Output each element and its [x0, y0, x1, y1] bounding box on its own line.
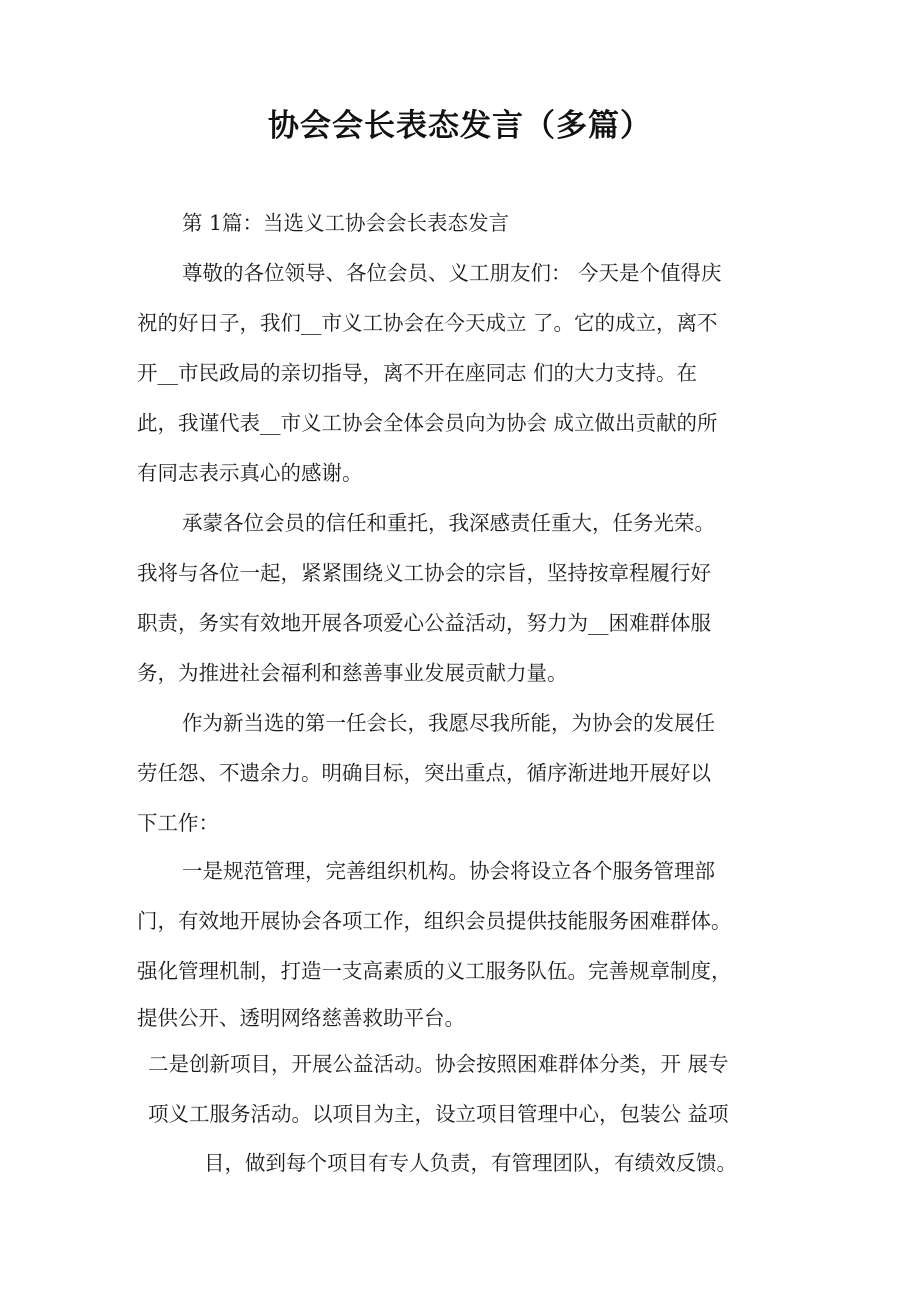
paragraph-5-line-3: 目，做到每个项目有专人负责，有管理团队，有绩效反馈。 [204, 1151, 737, 1175]
paragraph-3-line-3: 下工作： [137, 811, 219, 835]
paragraph-2-line-4: 务，为推进社会福利和慈善事业发展贡献力量。 [137, 661, 568, 685]
paragraph-3-line-1: 作为新当选的第一任会长，我愿尽我所能，为协会的发展任 [182, 711, 715, 735]
paragraph-4-line-2: 门，有效地开展协会各项工作，组织会员提供技能服务困难群体。 [137, 909, 732, 933]
paragraph-1-line-1: 尊敬的各位领导、各位会员、义工朋友们： 今天是个值得庆 [182, 261, 722, 285]
paragraph-3-line-2: 劳任怨、不遗余力。明确目标，突出重点，循序渐进地开展好以 [137, 761, 711, 785]
paragraph-1-line-3: 开__市民政局的亲切指导，离不开在座同志 们的大力支持。在 [137, 361, 698, 385]
paragraph-2-line-2: 我将与各位一起，紧紧围绕义工协会的宗旨，坚持按章程履行好 [137, 561, 711, 585]
paragraph-4-line-4: 提供公开、透明网络慈善救助平台。 [137, 1006, 465, 1030]
section-heading: 第 1篇：当选义工协会会长表态发言 [182, 211, 510, 235]
paragraph-1-line-2: 祝的好日子，我们__市义工协会在今天成立 了。它的成立，离不 [137, 311, 718, 335]
paragraph-5-line-1: 二是创新项目，开展公益活动。协会按照困难群体分类，开 展专 [148, 1052, 729, 1076]
paragraph-2-line-3: 职责，务实有效地开展各项爱心公益活动，努力为__困难群体服 [137, 611, 711, 635]
paragraph-1-line-5: 有同志表示真心的感谢。 [137, 461, 363, 485]
paragraph-2-line-1: 承蒙各位会员的信任和重托，我深感责任重大，任务光荣。 [182, 511, 715, 535]
document-title: 协会会长表态发言（多篇） [268, 108, 652, 144]
paragraph-1-line-4: 此，我谨代表__市义工协会全体会员向为协会 成立做出贡献的所 [137, 411, 718, 435]
paragraph-4-line-1: 一是规范管理，完善组织机构。协会将设立各个服务管理部 [182, 859, 715, 883]
paragraph-4-line-3: 强化管理机制，打造一支高素质的义工服务队伍。完善规章制度， [137, 959, 732, 983]
paragraph-5-line-2: 项义工服务活动。以项目为主，设立项目管理中心，包装公 益项 [148, 1102, 729, 1126]
